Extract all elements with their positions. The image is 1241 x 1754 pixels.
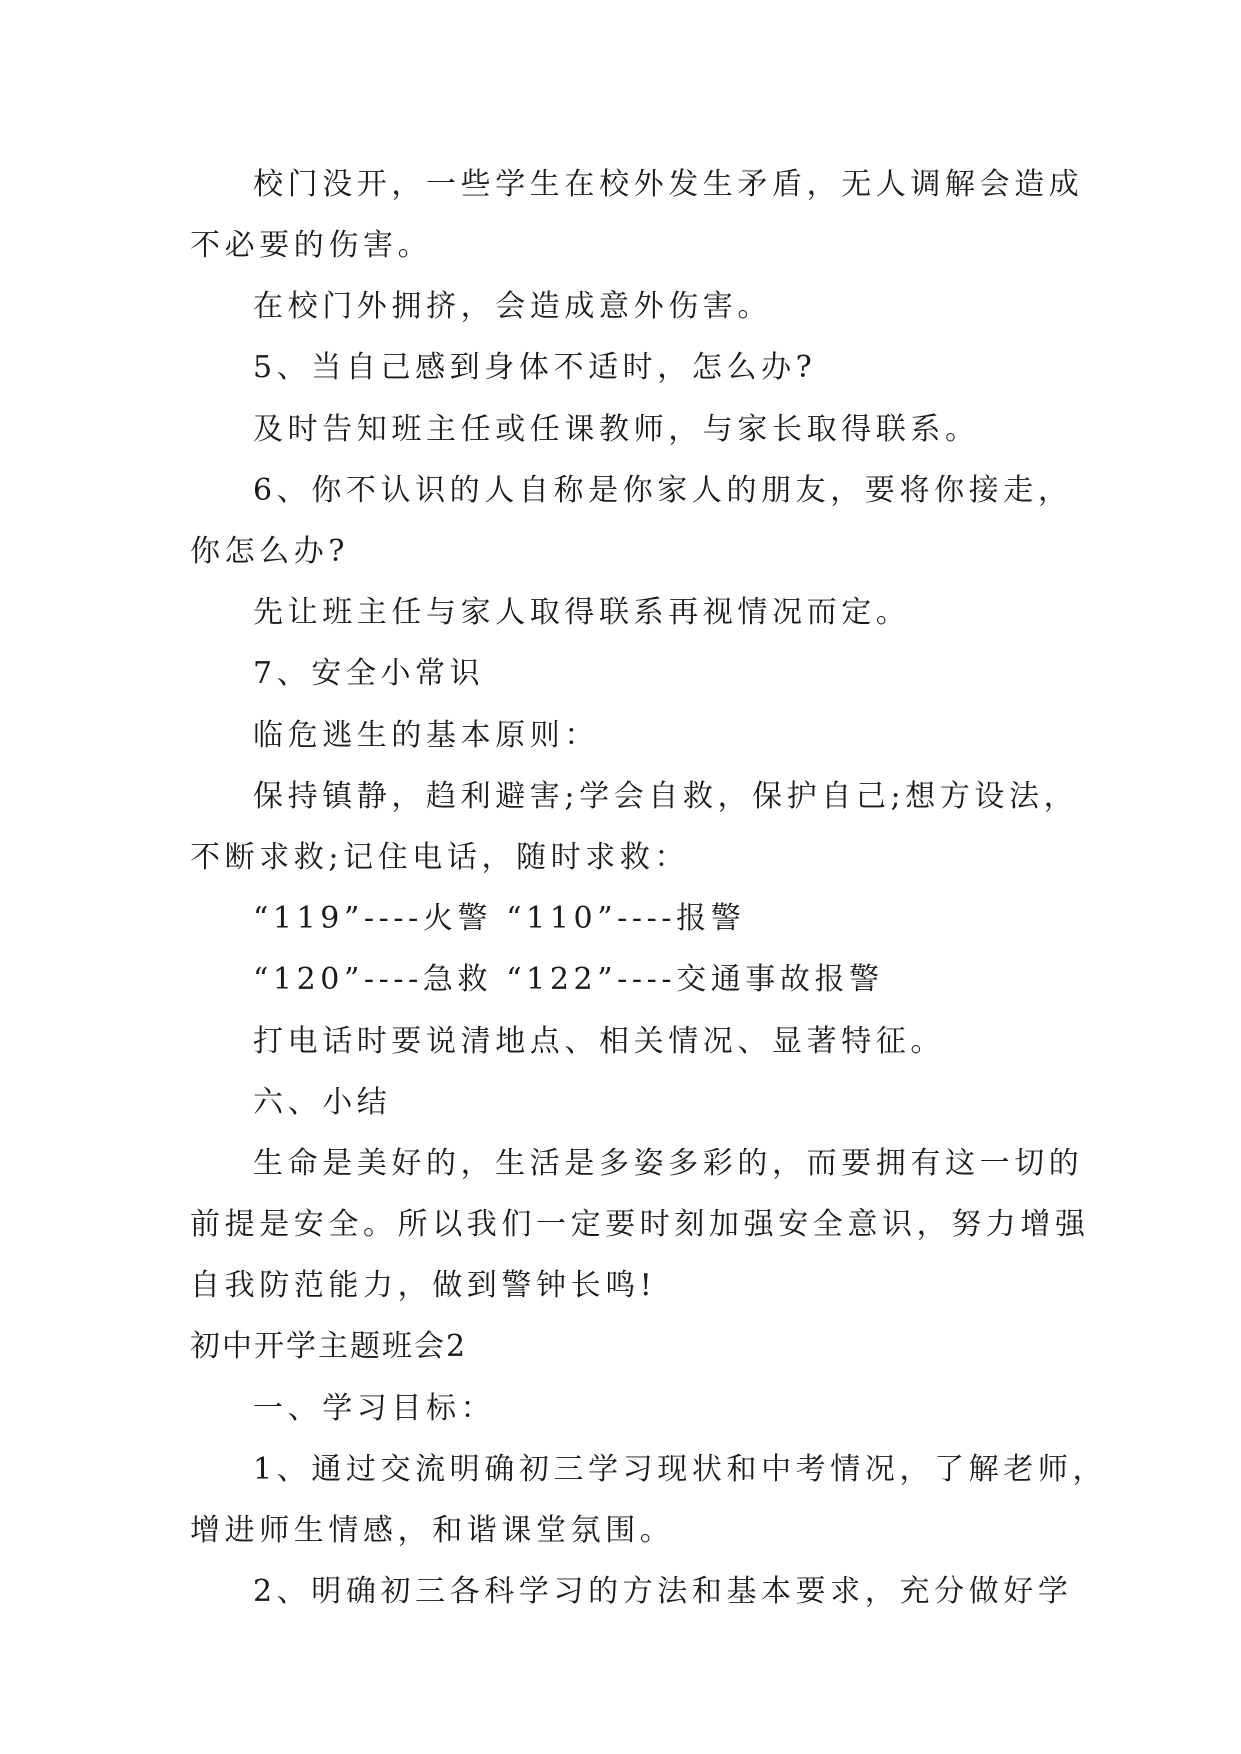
paragraph-line: 2、明确初三各科学习的方法和基本要求，充分做好学	[253, 1574, 1073, 1609]
paragraph-line: 打电话时要说清地点、相关情况、显著特征。	[253, 1024, 945, 1059]
paragraph-line: 及时告知班主任或任课教师，与家长取得联系。	[253, 412, 980, 447]
section-heading: 一、学习目标：	[253, 1391, 496, 1426]
paragraph-line: 生命是美好的，生活是多姿多彩的，而要拥有这一切的	[253, 1146, 1084, 1181]
paragraph-line: 6、你不认识的人自称是你家人的朋友，要将你接走，	[253, 473, 1073, 508]
paragraph-line: 校门没开，一些学生在校外发生矛盾，无人调解会造成	[253, 167, 1084, 202]
paragraph-line: 自我防范能力，做到警钟长鸣!	[190, 1268, 657, 1303]
paragraph-line: 前提是安全。所以我们一定要时刻加强安全意识，努力增强	[190, 1207, 1090, 1242]
paragraph-line: 你怎么办?	[190, 534, 350, 569]
paragraph-line: 先让班主任与家人取得联系再视情况而定。	[253, 595, 911, 630]
section-heading: 7、安全小常识	[253, 656, 485, 691]
paragraph-line: 保持镇静，趋利避害;学会自救，保护自己;想方设法，	[253, 779, 1079, 814]
phone-numbers-line: “120”----急救 “122”----交通事故报警	[253, 962, 884, 997]
paragraph-line: 不断求救;记住电话，随时求救：	[190, 840, 690, 875]
phone-numbers-line: “119”----火警 “110”----报警	[253, 901, 746, 936]
section-heading: 六、小结	[253, 1085, 392, 1120]
paragraph-line: 在校门外拥挤，会造成意外伤害。	[253, 289, 772, 324]
paragraph-line: 增进师生情感，和谐课堂氛围。	[190, 1513, 675, 1548]
paragraph-line: 临危逃生的基本原则：	[253, 718, 599, 753]
paragraph-line: 不必要的伤害。	[190, 228, 433, 263]
paragraph-line: 5、当自己感到身体不适时，怎么办?	[253, 350, 817, 385]
paragraph-line: 1、通过交流明确初三学习现状和中考情况，了解老师，	[253, 1452, 1108, 1487]
document-title: 初中开学主题班会2	[190, 1329, 468, 1364]
